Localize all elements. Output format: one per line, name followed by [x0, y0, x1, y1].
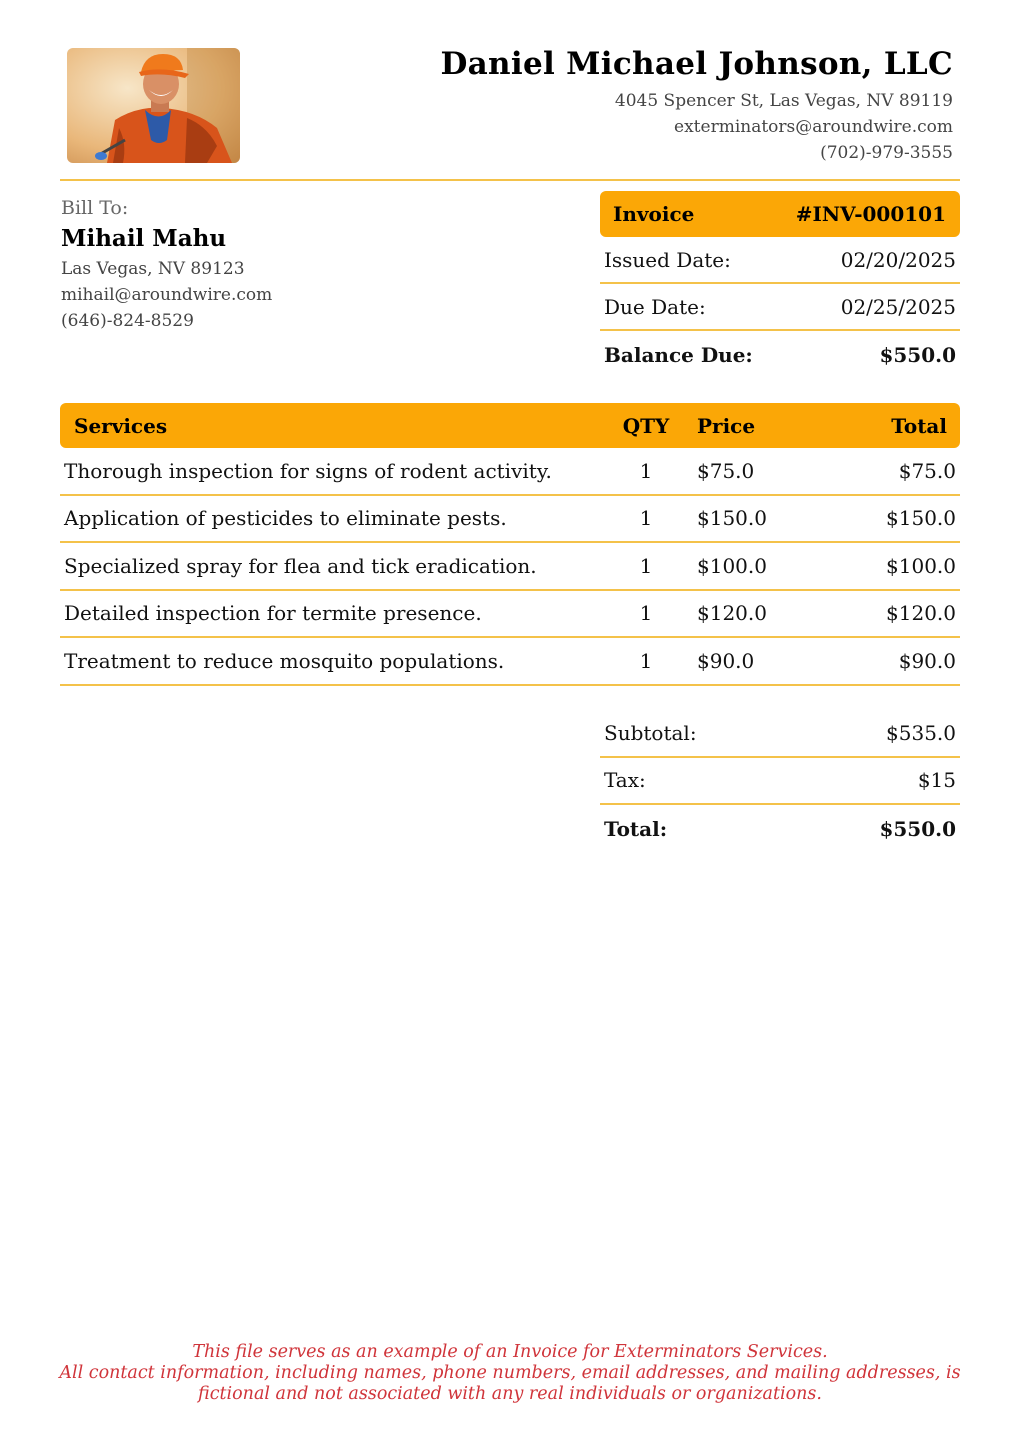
- bill-to-label: Bill To:: [61, 197, 129, 219]
- issued-date-value: 02/20/2025: [840, 247, 956, 272]
- company-address: 4045 Spencer St, Las Vegas, NV 89119: [614, 91, 953, 111]
- service-qty: 1: [639, 648, 653, 673]
- due-date-value: 02/25/2025: [840, 294, 956, 319]
- column-header-price: Price: [697, 413, 756, 438]
- subtotal-label: Subtotal:: [604, 720, 697, 745]
- service-total: $90.0: [898, 648, 956, 673]
- client-address: Las Vegas, NV 89123: [61, 259, 245, 279]
- service-qty: 1: [639, 458, 653, 483]
- service-total: $100.0: [886, 553, 956, 578]
- invoice-number: #INV-000101: [795, 202, 946, 226]
- due-date-row: [600, 284, 960, 331]
- company-name: Daniel Michael Johnson, LLC: [440, 46, 953, 82]
- column-header-services: Services: [74, 413, 168, 438]
- invoice-header: [600, 191, 960, 237]
- issued-date-label: Issued Date:: [604, 247, 731, 272]
- tax-row: [600, 758, 960, 806]
- service-total: $75.0: [898, 458, 956, 483]
- company-phone: (702)-979-3555: [820, 143, 953, 163]
- exterminator-portrait-image: [67, 48, 240, 163]
- company-photo: [67, 48, 240, 163]
- column-header-total: Total: [891, 413, 947, 438]
- disclaimer-line-2: All contact information, including names, phone numbers, email addresses, and mailing addresses, is: [59, 1363, 961, 1383]
- header-divider: [60, 179, 960, 181]
- table-row: [60, 591, 960, 639]
- service-qty: 1: [639, 553, 653, 578]
- due-date-label: Due Date:: [604, 294, 706, 319]
- disclaimer-line-3: fictional and not associated with any real individuals or organizations.: [198, 1384, 822, 1404]
- balance-due-row: [600, 331, 960, 378]
- disclaimer-line-1: This file serves as an example of an Invoice for Exterminators Services.: [192, 1342, 828, 1362]
- subtotal-value: $535.0: [886, 720, 956, 745]
- service-price: $100.0: [697, 553, 767, 578]
- table-row: [60, 496, 960, 544]
- service-description: Thorough inspection for signs of rodent activity.: [64, 458, 552, 483]
- service-qty: 1: [639, 506, 653, 531]
- table-row: [60, 448, 960, 496]
- services-table-header: [60, 403, 960, 448]
- company-email[interactable]: exterminators@aroundwire.com: [674, 117, 953, 137]
- services-table: [60, 403, 960, 686]
- column-header-qty: QTY: [622, 413, 670, 438]
- service-description: Specialized spray for flea and tick eradication.: [64, 553, 537, 578]
- invoice-summary: [600, 191, 960, 378]
- service-description: Application of pesticides to eliminate pests.: [64, 506, 507, 531]
- service-price: $120.0: [697, 601, 767, 626]
- client-name: Mihail Mahu: [61, 225, 227, 252]
- service-price: $75.0: [697, 458, 755, 483]
- service-price: $90.0: [697, 648, 755, 673]
- total-row: [600, 805, 960, 853]
- totals-block: [600, 710, 960, 853]
- bill-to-block: [61, 197, 272, 334]
- total-value: $550.0: [879, 816, 956, 841]
- balance-due-label: Balance Due:: [604, 342, 753, 367]
- service-total: $150.0: [886, 506, 956, 531]
- service-price: $150.0: [697, 506, 767, 531]
- client-email[interactable]: mihail@aroundwire.com: [61, 285, 273, 305]
- tax-value: $15: [917, 768, 956, 793]
- service-description: Treatment to reduce mosquito populations.: [64, 648, 505, 673]
- service-description: Detailed inspection for termite presence.: [64, 601, 482, 626]
- total-label: Total:: [604, 816, 668, 841]
- company-header: [440, 46, 953, 164]
- subtotal-row: [600, 710, 960, 758]
- balance-due-value: $550.0: [879, 342, 956, 367]
- disclaimer: [0, 1342, 1020, 1405]
- table-row: [60, 543, 960, 591]
- tax-label: Tax:: [604, 768, 646, 793]
- table-row: [60, 638, 960, 686]
- client-phone: (646)-824-8529: [61, 311, 194, 331]
- service-total: $120.0: [886, 601, 956, 626]
- issued-date-row: [600, 237, 960, 284]
- service-qty: 1: [639, 601, 653, 626]
- invoice-label: Invoice: [613, 202, 695, 226]
